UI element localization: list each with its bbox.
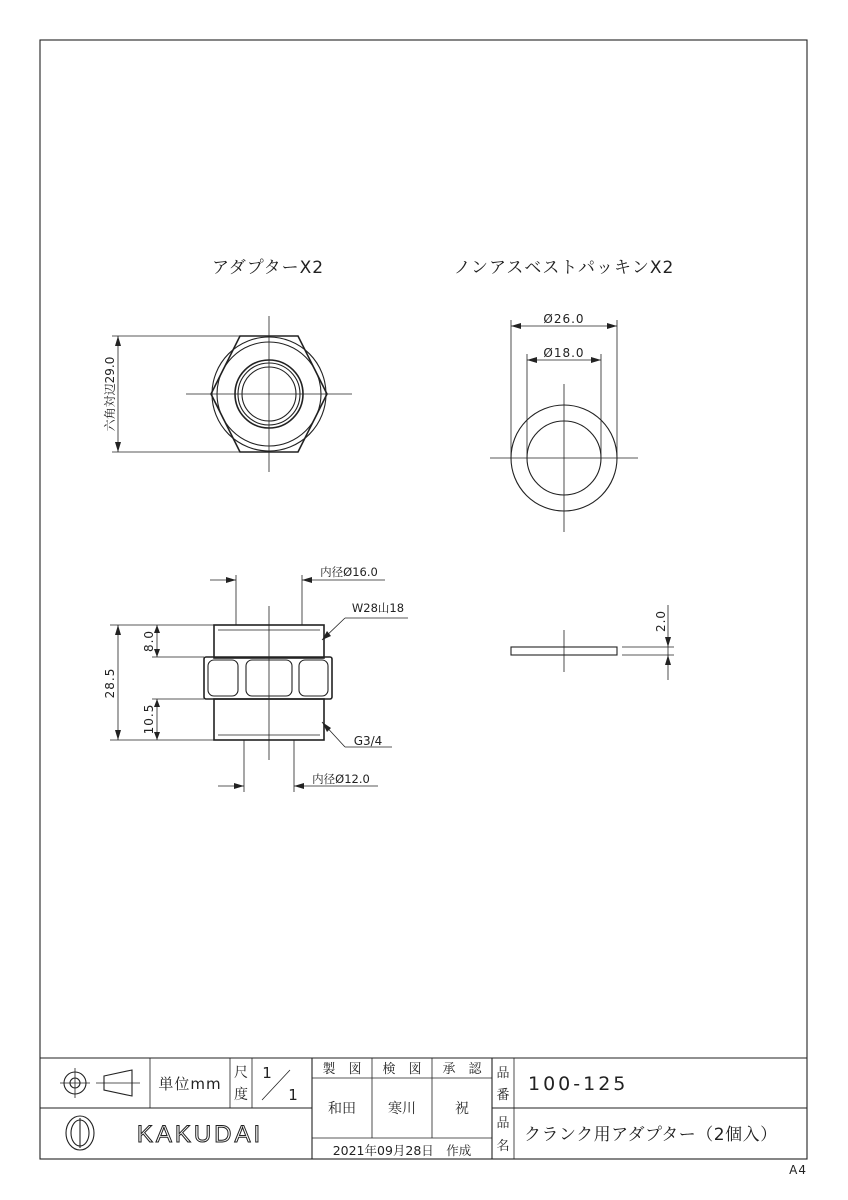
made-by: 和田 xyxy=(328,1101,356,1117)
packing-top-view xyxy=(490,312,638,532)
thread-top-label: W28山18 xyxy=(351,601,405,615)
packing-view-title: ノンアスベストパッキンX2 xyxy=(453,258,675,278)
bore-bottom-label: 内径Ø12.0 xyxy=(312,772,370,786)
packing-outer-dia-label: Ø26.0 xyxy=(543,312,585,326)
thread-bottom-label: G3/4 xyxy=(353,734,383,748)
creation-date: 2021年09月28日 作成 xyxy=(332,1143,472,1158)
checked-by: 寒川 xyxy=(388,1101,416,1117)
kakudai-logo xyxy=(66,1116,263,1150)
drawing-border xyxy=(40,40,807,1159)
adapter-view-title: アダプターX2 xyxy=(211,258,325,278)
height-top-label: 8.0 xyxy=(142,629,156,653)
height-total-label: 28.5 xyxy=(103,667,117,699)
bore-top-label: 内径Ø16.0 xyxy=(320,565,378,579)
packing-side-view xyxy=(511,605,674,680)
adapter-top-view xyxy=(103,316,352,472)
approved-by: 祝 xyxy=(455,1101,469,1117)
part-number: 100-125 xyxy=(528,1073,629,1095)
packing-thickness-label: 2.0 xyxy=(654,609,668,633)
scale-numerator: 1 xyxy=(262,1064,272,1082)
height-bottom-label: 10.5 xyxy=(142,703,156,735)
scale-label-1: 尺 xyxy=(234,1065,248,1081)
scale-label-2: 度 xyxy=(234,1087,248,1103)
title-block xyxy=(40,1058,807,1159)
paper-size-label: A4 xyxy=(789,1163,807,1177)
made-label: 製 図 xyxy=(322,1062,362,1077)
hex-across-flats-label: 六角対辺29.0 xyxy=(103,356,117,432)
unit-label: 単位mm xyxy=(158,1075,222,1093)
approve-label: 承 認 xyxy=(442,1062,482,1077)
check-label: 検 図 xyxy=(382,1062,422,1077)
brand-name: KAKUDAI xyxy=(136,1121,264,1148)
adapter-side-view xyxy=(103,565,408,792)
packing-inner-dia-label: Ø18.0 xyxy=(543,346,585,360)
name-label-1: 品 xyxy=(496,1116,510,1131)
part-no-label-1: 品 xyxy=(496,1066,510,1081)
part-no-label-2: 番 xyxy=(496,1088,510,1103)
scale-denominator: 1 xyxy=(288,1086,298,1104)
part-name: クランク用アダプター（2個入） xyxy=(524,1125,778,1145)
name-label-2: 名 xyxy=(496,1139,510,1154)
third-angle-projection-icon xyxy=(60,1068,140,1098)
